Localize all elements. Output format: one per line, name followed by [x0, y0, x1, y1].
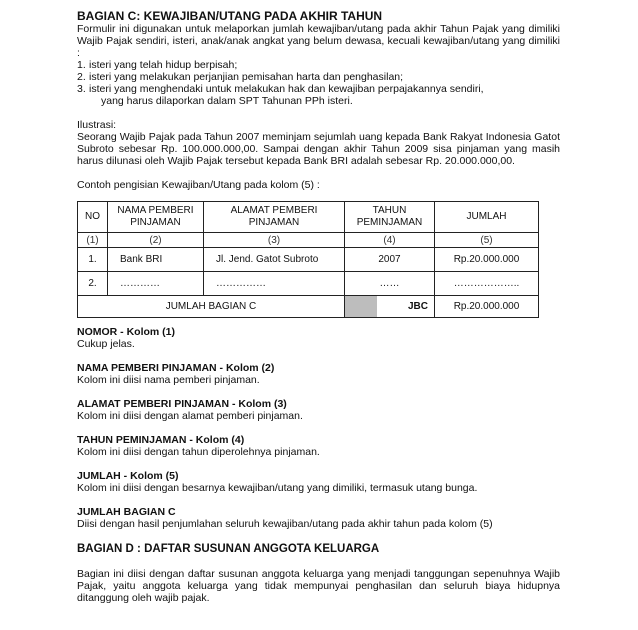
total-label: JUMLAH BAGIAN C — [78, 296, 345, 318]
total-code: JBC — [407, 301, 428, 312]
col1-text: Cukup jelas. — [77, 338, 135, 350]
column-header: TAHUN PEMINJAMAN — [345, 202, 435, 233]
section-d-text: Bagian ini diisi dengan daftar susunan anggota keluarga yang menjadi tanggungan sepenuhnya Wajib Pajak, yaitu anggota keluarga yang tidak mempunyai penghasilan dan seluruh biaya hidupnya ditanggung oleh wajib pajak. — [77, 568, 560, 604]
list-item: 1. isteri yang telah hidup berpisah; — [77, 59, 238, 71]
column-index: (2) — [108, 233, 204, 248]
table-cell: Bank BRI — [108, 248, 204, 272]
col3-title: ALAMAT PEMBERI PINJAMAN - Kolom (3) — [77, 398, 287, 410]
table-cell: 2. — [78, 272, 108, 296]
section-c-title: BAGIAN C: KEWAJIBAN/UTANG PADA AKHIR TAHUN — [77, 9, 383, 23]
column-header: NAMA PEMBERI PINJAMAN — [108, 202, 204, 233]
shaded-cell — [345, 296, 377, 317]
column-header: ALAMAT PEMBERI PINJAMAN — [204, 202, 345, 233]
list-item: 3. isteri yang menghendaki untuk melakukan hak dan kewajiban perpajakannya sendiri, — [77, 83, 484, 95]
table-index-row — [78, 233, 539, 248]
col5-title: JUMLAH - Kolom (5) — [77, 470, 179, 482]
table-row — [78, 248, 539, 272]
column-header: JUMLAH — [435, 202, 539, 233]
table-cell: …………… — [204, 272, 345, 296]
exception-continuation: yang harus dilaporkan dalam SPT Tahunan PPh isteri. — [101, 95, 353, 107]
exception-list — [77, 59, 560, 95]
table-cell: 2007 — [345, 248, 435, 272]
debt-table — [77, 201, 539, 318]
illustration-label: Ilustrasi: — [77, 119, 117, 131]
table-row — [78, 272, 539, 296]
col3-text: Kolom ini diisi dengan alamat pemberi pinjaman. — [77, 410, 303, 422]
total-value: Rp.20.000.000 — [435, 296, 539, 318]
section-c-intro: Formulir ini digunakan untuk melaporkan jumlah kewajiban/utang pada akhir Tahun Pajak yang dimiliki Wajib Pajak sendiri, isteri, anak/anak angkat yang belum dewasa, kecuali kewajiban/utang yang dimiliki : — [77, 23, 560, 59]
total-help-title: JUMLAH BAGIAN C — [77, 506, 176, 518]
col4-title: TAHUN PEMINJAMAN - Kolom (4) — [77, 434, 245, 446]
column-index: (5) — [435, 233, 539, 248]
column-index: (4) — [345, 233, 435, 248]
total-help-text: Diisi dengan hasil penjumlahan seluruh kewajiban/utang pada akhir tahun pada kolom (5) — [77, 518, 493, 530]
total-code-cell — [345, 296, 435, 318]
table-header-row — [78, 202, 539, 233]
document-content — [77, 9, 560, 604]
table-total-row — [78, 296, 539, 318]
col2-title: NAMA PEMBERI PINJAMAN - Kolom (2) — [77, 362, 275, 374]
col5-text: Kolom ini diisi dengan besarnya kewajiban/utang yang dimiliki, termasuk utang bunga. — [77, 482, 478, 494]
list-item: 2. isteri yang melakukan perjanjian pemisahan harta dan penghasilan; — [77, 71, 404, 83]
section-d-title: BAGIAN D : DAFTAR SUSUNAN ANGGOTA KELUARGA — [77, 543, 380, 555]
table-cell: …… — [345, 272, 435, 296]
table-cell: Rp.20.000.000 — [435, 248, 539, 272]
column-index: (1) — [78, 233, 108, 248]
column-index: (3) — [204, 233, 345, 248]
col1-title: NOMOR - Kolom (1) — [77, 326, 175, 338]
table-cell: ………… — [108, 272, 204, 296]
table-cell: Jl. Jend. Gatot Subroto — [204, 248, 345, 272]
table-cell: 1. — [78, 248, 108, 272]
col2-text: Kolom ini diisi nama pemberi pinjaman. — [77, 374, 260, 386]
illustration-text: Seorang Wajib Pajak pada Tahun 2007 meminjam sejumlah uang kepada Bank Rakyat Indonesia Gatot Subroto sebesar Rp. 100.000.000,00. Sampai dengan akhir Tahun 2009 sisa pinjaman yang masih harus dilunasi oleh Wajib Pajak tersebut kepada Bank BRI adalah sebesar Rp. 20.000.000,00. — [77, 131, 560, 167]
col4-text: Kolom ini diisi dengan tahun diperolehnya pinjaman. — [77, 446, 320, 458]
table-cell: ……………….. — [435, 272, 539, 296]
example-label: Contoh pengisian Kewajiban/Utang pada kolom (5) : — [77, 179, 320, 191]
column-header: NO — [78, 202, 108, 233]
